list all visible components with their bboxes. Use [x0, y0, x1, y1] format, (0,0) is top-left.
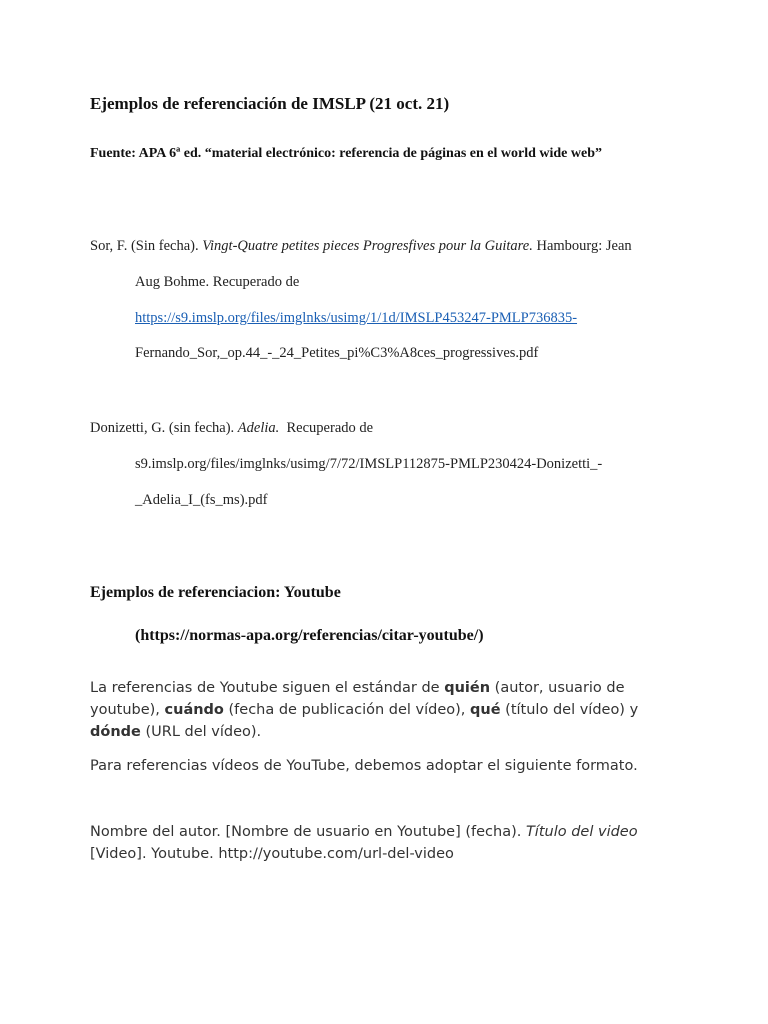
imslp-source-note: Fuente: APA 6ª ed. “material electrónico: referencia de páginas en el world wide web”: [90, 146, 602, 161]
para1-text-3: (fecha de publicación del vídeo),: [223, 702, 471, 718]
ref1-url-link[interactable]: https://s9.imslp.org/files/imglnks/usimg/1/1d/IMSLP453247-PMLP736835-: [135, 310, 578, 326]
para1-text-2: (autor, usuario de youtube),: [90, 680, 625, 718]
para1-bold-donde: dónde: [90, 724, 141, 740]
ref2-retrieved: Recuperado de: [279, 420, 374, 436]
youtube-intro-paragraph: [90, 677, 690, 743]
ref1-author: Sor, F. (Sin fecha).: [90, 238, 203, 254]
para1-text-5: (URL del vídeo).: [140, 724, 262, 740]
ref2-line1: [90, 420, 373, 437]
format-text-1: Nombre del autor. [Nombre de usuario en Youtube] (fecha).: [90, 824, 526, 840]
ref1-line2: Aug Bohme. Recuperado de: [135, 274, 300, 290]
ref2-author: Donizetti, G. (sin fecha).: [90, 420, 238, 436]
para1-bold-cuando: cuándo: [164, 702, 224, 718]
ref1-work-title: Vingt-Quatre petites pieces Progresfives pour la Guitare.: [202, 238, 533, 254]
imslp-section-title: Ejemplos de referenciación de IMSLP (21 oct. 21): [90, 94, 450, 113]
para1-bold-que: qué: [470, 702, 501, 718]
ref2-work-title: Adelia.: [237, 420, 280, 436]
youtube-format-intro: Para referencias vídeos de YouTube, debemos adoptar el siguiente formato.: [90, 758, 638, 774]
ref2-url-line1: s9.imslp.org/files/imglnks/usimg/7/72/IMSLP112875-PMLP230424-Donizetti_-: [135, 456, 603, 472]
ref1-line1: [90, 238, 632, 255]
para1-bold-quien: quién: [444, 680, 491, 696]
youtube-source-url: (https://normas-apa.org/referencias/citar-youtube/): [135, 627, 484, 644]
ref2-url-line2: _Adelia_I_(fs_ms).pdf: [135, 492, 268, 508]
para1-text-1: La referencias de Youtube siguen el estándar de: [90, 680, 445, 696]
format-italic-title: Título del video: [525, 824, 638, 840]
youtube-section-title: Ejemplos de referenciacion: Youtube: [90, 584, 341, 601]
ref1-url-rest: Fernando_Sor,_op.44_-_24_Petites_pi%C3%A8ces_progressives.pdf: [135, 345, 539, 361]
format-text-2: [Video]. Youtube. http://youtube.com/url-del-video: [90, 846, 454, 862]
youtube-format-template: [90, 821, 690, 865]
para1-text-4: (título del vídeo) y: [500, 702, 639, 718]
ref1-publisher: Hambourg: Jean: [532, 238, 632, 254]
